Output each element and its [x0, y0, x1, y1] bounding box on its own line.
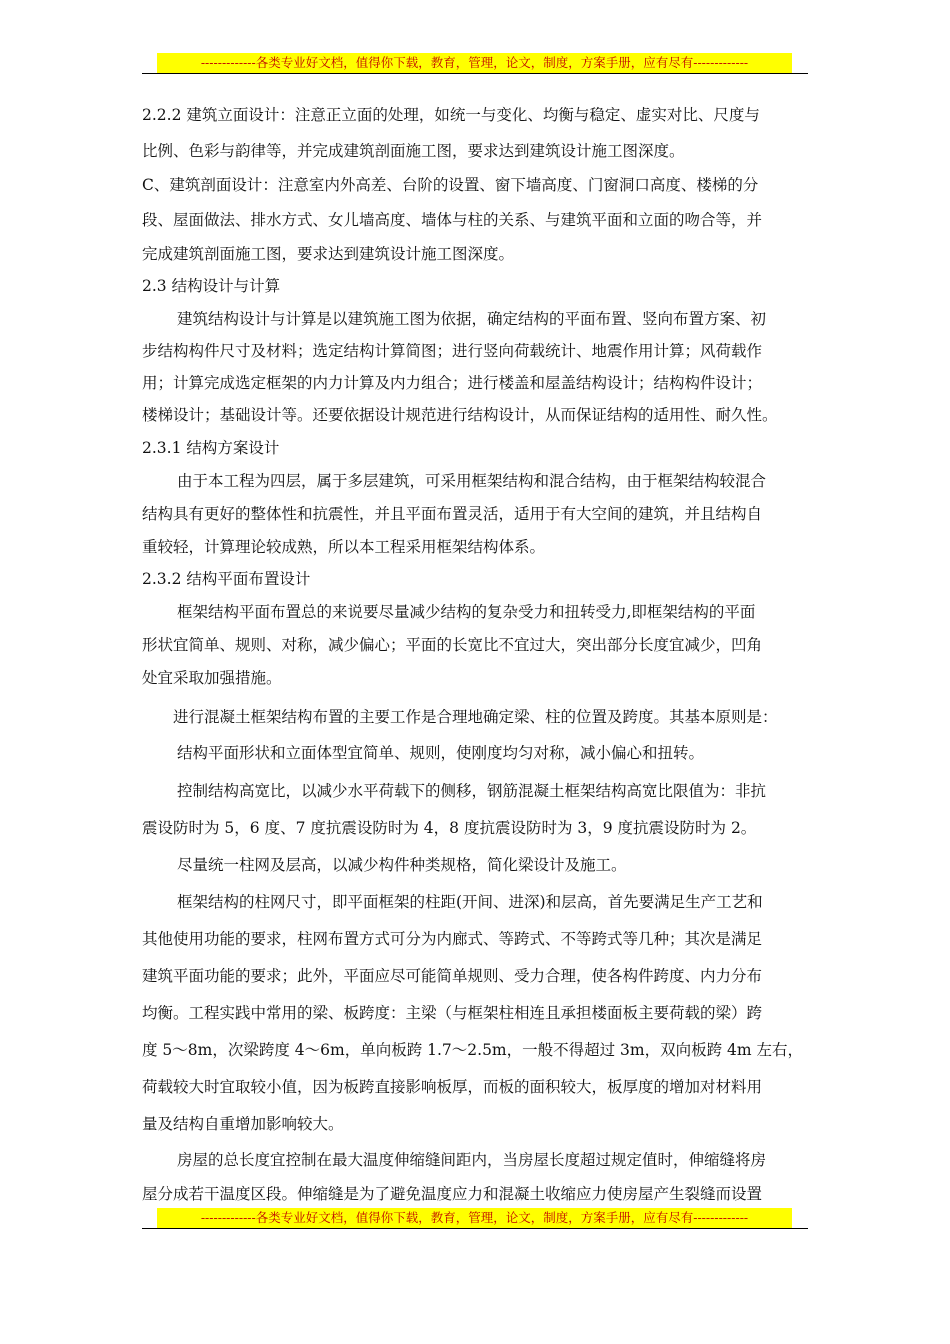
paragraph-line: 重较轻，计算理论较成熟，所以本工程采用框架结构体系。 [142, 538, 546, 556]
paragraph-line: 建筑结构设计与计算是以建筑施工图为依据，确定结构的平面布置、竖向布置方案、初 [177, 310, 767, 328]
paragraph-line: 均衡。工程实践中常用的梁、板跨度：主梁（与框架柱相连且承担楼面板主要荷载的梁）跨 [142, 1004, 763, 1022]
paragraph-line: 楼梯设计；基础设计等。还要依据设计规范进行结构设计，从而保证结构的适用性、耐久性。 [142, 406, 778, 424]
paragraph-line: 结构具有更好的整体性和抗震性，并且平面布置灵活，适用于有大空间的建筑，并且结构自 [142, 505, 763, 523]
paragraph-line: 控制结构高宽比，以减少水平荷载下的侧移，钢筋混凝土框架结构高宽比限值为：非抗 [177, 782, 767, 800]
paragraph-line: 结构平面形状和立面体型宜简单、规则，使刚度均匀对称，减小偏心和扭转。 [177, 744, 705, 762]
header-rule [142, 73, 808, 74]
paragraph-line: 段、屋面做法、排水方式、女儿墙高度、墙体与柱的关系、与建筑平面和立面的吻合等，并 [142, 211, 763, 229]
paragraph-line: 其他使用功能的要求，柱网布置方式可分为内廊式、等跨式、不等跨式等几种；其次是满足 [142, 930, 763, 948]
paragraph-line: 荷载较大时宜取较小值，因为板跨直接影响板厚，而板的面积较大，板厚度的增加对材料用 [142, 1078, 763, 1096]
paragraph-line: 进行混凝土框架结构布置的主要工作是合理地确定梁、柱的位置及跨度。其基本原则是： [173, 708, 778, 726]
footer-banner: -------------各类专业好文档，值得你下载，教育，管理，论文，制度，方案手册，应有尽有------------- [157, 1208, 792, 1228]
paragraph-line: 比例、色彩与韵律等，并完成建筑剖面施工图，要求达到建筑设计施工图深度。 [142, 142, 685, 160]
section-heading: 2.3 结构设计与计算 [142, 277, 281, 295]
paragraph-line: 建筑平面功能的要求；此外，平面应尽可能简单规则、受力合理，使各构件跨度、内力分布 [142, 967, 763, 985]
paragraph-line: 框架结构的柱网尺寸，即平面框架的柱距(开间、进深)和层高，首先要满足生产工艺和 [177, 893, 763, 911]
paragraph-line: 框架结构平面布置总的来说要尽量减少结构的复杂受力和扭转受力,即框架结构的平面 [177, 603, 756, 621]
paragraph-line: 由于本工程为四层，属于多层建筑，可采用框架结构和混合结构，由于框架结构较混合 [177, 472, 767, 490]
paragraph-line: 房屋的总长度宜控制在最大温度伸缩缝间距内，当房屋长度超过规定值时，伸缩缝将房 [177, 1151, 767, 1169]
header-banner: -------------各类专业好文档，值得你下载，教育，管理，论文，制度，方案手册，应有尽有------------- [157, 53, 792, 73]
paragraph-line: 度 5～8m，次梁跨度 4～6m，单向板跨 1.7～2.5m，一般不得超过 3m，双向板跨 4m 左右， [142, 1041, 804, 1059]
paragraph-line: 用；计算完成选定框架的内力计算及内力组合；进行楼盖和屋盖结构设计；结构构件设计； [142, 374, 763, 392]
section-heading: 2.3.2 结构平面布置设计 [142, 570, 311, 588]
paragraph-line: C、建筑剖面设计：注意室内外高差、台阶的设置、窗下墙高度、门窗洞口高度、楼梯的分 [142, 176, 759, 194]
paragraph-line: 尽量统一柱网及层高，以减少构件种类规格，简化梁设计及施工。 [177, 856, 627, 874]
paragraph-line: 形状宜简单、规则、对称，减少偏心；平面的长宽比不宜过大，突出部分长度宜减少，凹角 [142, 636, 763, 654]
footer-rule [142, 1228, 808, 1229]
paragraph-line: 处宜采取加强措施。 [142, 669, 282, 687]
paragraph-line: 2.2.2 建筑立面设计：注意正立面的处理，如统一与变化、均衡与稳定、虚实对比、尺度与 [142, 106, 760, 124]
paragraph-line: 量及结构自重增加影响较大。 [142, 1115, 344, 1133]
section-heading: 2.3.1 结构方案设计 [142, 439, 280, 457]
paragraph-line: 屋分成若干温度区段。伸缩缝是为了避免温度应力和混凝土收缩应力使房屋产生裂缝而设置 [142, 1185, 763, 1203]
paragraph-line: 完成建筑剖面施工图，要求达到建筑设计施工图深度。 [142, 245, 515, 263]
paragraph-line: 步结构构件尺寸及材料；选定结构计算简图；进行竖向荷载统计、地震作用计算；风荷载作 [142, 342, 763, 360]
paragraph-line: 震设防时为 5，6 度、7 度抗震设防时为 4，8 度抗震设防时为 3，9 度抗震设防时为 2。 [142, 819, 757, 837]
